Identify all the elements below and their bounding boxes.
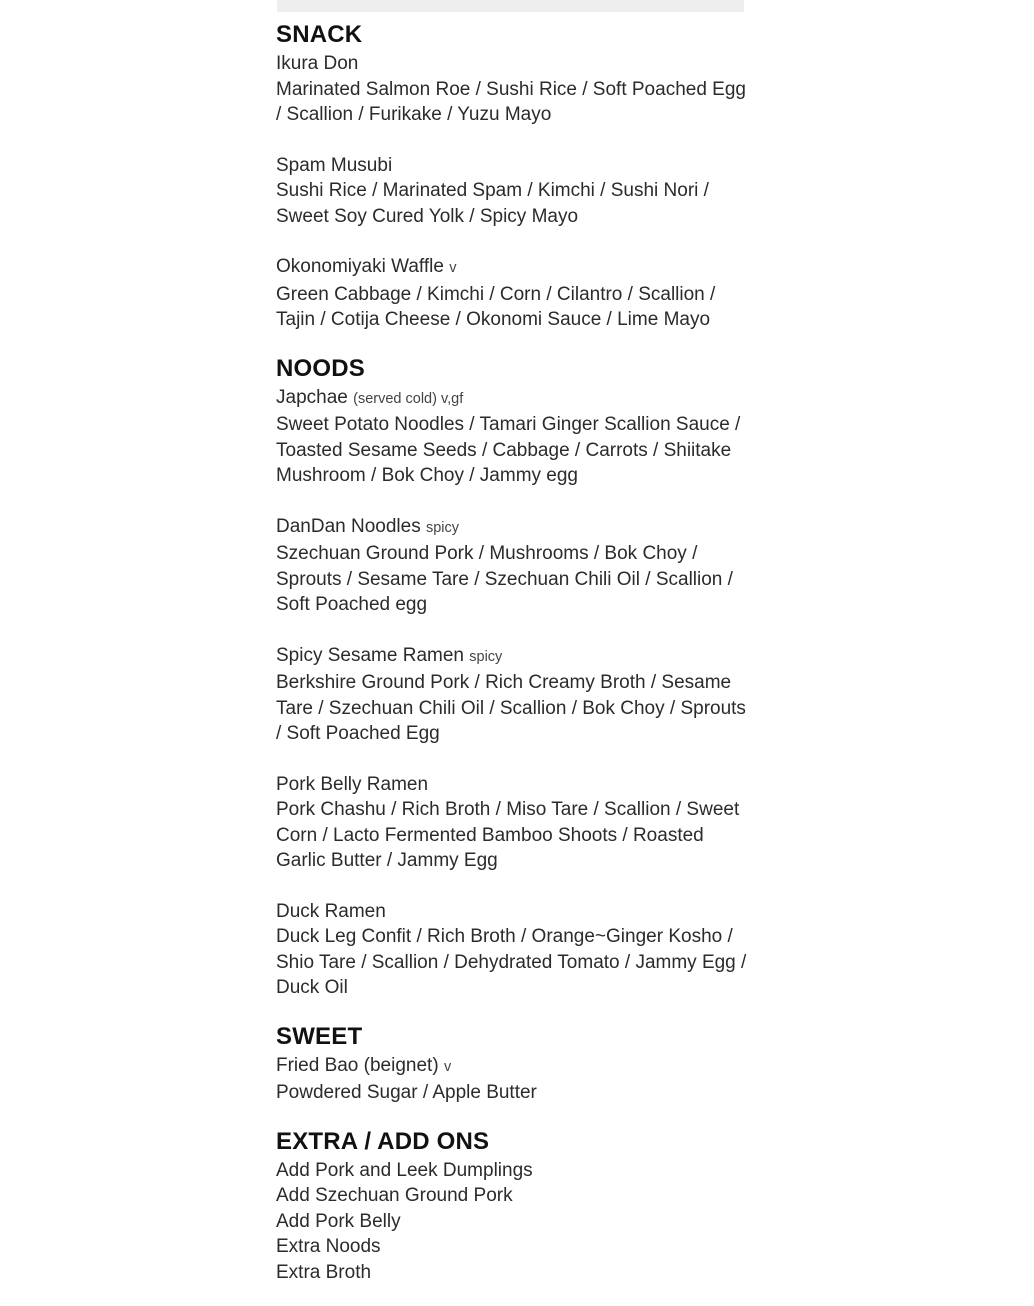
item-name-line (276, 153, 756, 179)
menu-item (276, 514, 756, 618)
menu-item (276, 51, 756, 128)
item-name-line (276, 51, 756, 77)
menu-item (276, 772, 756, 874)
menu-item (276, 1053, 756, 1106)
menu (276, 20, 756, 1306)
item-name: Pork Belly Ramen (276, 773, 429, 795)
addon-item: Add Pork Belly (276, 1210, 401, 1232)
addon-item: Extra Noods (276, 1236, 381, 1257)
item-description: Marinated Salmon Roe / Sushi Rice / Soft Poached Egg / Scallion / Furikake / Yuzu Mayo (276, 78, 746, 125)
menu-item (276, 643, 756, 747)
item-note: (served cold) v,gf (353, 390, 464, 407)
menu-item (276, 254, 756, 333)
item-note: spicy (425, 519, 460, 536)
item-note: v (449, 260, 457, 276)
item-description: Sushi Rice / Marinated Spam / Kimchi / Sushi Nori / Sweet Soy Cured Yolk / Spicy Mayo (276, 180, 709, 227)
section-title: EXTRA / ADD ONS (276, 1127, 490, 1155)
menu-item (276, 385, 756, 489)
item-note: v (443, 1058, 452, 1075)
addon-item: Add Szechuan Ground Pork (276, 1185, 513, 1206)
item-name: DanDan Noodles (276, 515, 421, 537)
menu-item (276, 899, 756, 1001)
item-name-line (276, 385, 756, 413)
item-name-line (276, 899, 756, 925)
item-name-line (276, 772, 756, 798)
item-description: Pork Chashu / Rich Broth / Miso Tare / Scallion / Sweet Corn / Lacto Fermented Bamboo Shoots / Roasted Garlic Butter / Jammy Egg (276, 799, 740, 871)
item-name: Duck Ramen (276, 900, 386, 922)
item-note: spicy (469, 648, 503, 665)
item-name: Ikura Don (276, 53, 359, 74)
item-name: Fried Bao (beignet) (276, 1054, 439, 1076)
item-description: Duck Leg Confit / Rich Broth / Orange~Ginger Kosho / Shio Tare / Scallion / Dehydrated Tomato / Jammy Egg / Duck Oil (276, 926, 747, 998)
item-description: Powdered Sugar / Apple Butter (276, 1082, 537, 1103)
section-sweet (276, 1022, 756, 1106)
item-description: Green Cabbage / Kimchi / Corn / Cilantro / Scallion / Tajin / Cotija Cheese / Okonomi Sauce / Lime Mayo (276, 283, 716, 330)
menu-item (276, 153, 756, 230)
section-title: SWEET (276, 1022, 363, 1050)
item-name-line (276, 254, 756, 282)
item-name: Okonomiyaki Waffle (276, 256, 444, 277)
addon-item: Extra Broth (276, 1261, 372, 1283)
item-name-line (276, 1053, 756, 1081)
section-title: NOODS (276, 354, 366, 382)
item-description: Szechuan Ground Pork / Mushrooms / Bok Choy / Sprouts / Sesame Tare / Szechuan Chili Oil / Scallion / Soft Poached egg (276, 543, 733, 615)
top-divider-bar (277, 0, 744, 12)
addon-item: Add Pork and Leek Dumplings (276, 1159, 533, 1181)
item-description: Berkshire Ground Pork / Rich Creamy Broth / Sesame Tare / Szechuan Chili Oil / Scallion / Bok Choy / Sprouts / Soft Poached Egg (276, 672, 746, 744)
section-extras (276, 1127, 756, 1286)
section-title: SNACK (276, 21, 363, 48)
item-description: Sweet Potato Noodles / Tamari Ginger Scallion Sauce / Toasted Sesame Seeds / Cabbage / Carrots / Shiitake Mushroom / Bok Choy / Jammy egg (276, 414, 741, 486)
section-noods (276, 354, 756, 1001)
item-name: Japchae (276, 386, 348, 408)
item-name: Spicy Sesame Ramen (276, 644, 464, 666)
section-snack (276, 20, 756, 333)
item-name-line (276, 514, 756, 542)
item-name-line (276, 643, 756, 671)
item-name: Spam Musubi (276, 154, 393, 176)
